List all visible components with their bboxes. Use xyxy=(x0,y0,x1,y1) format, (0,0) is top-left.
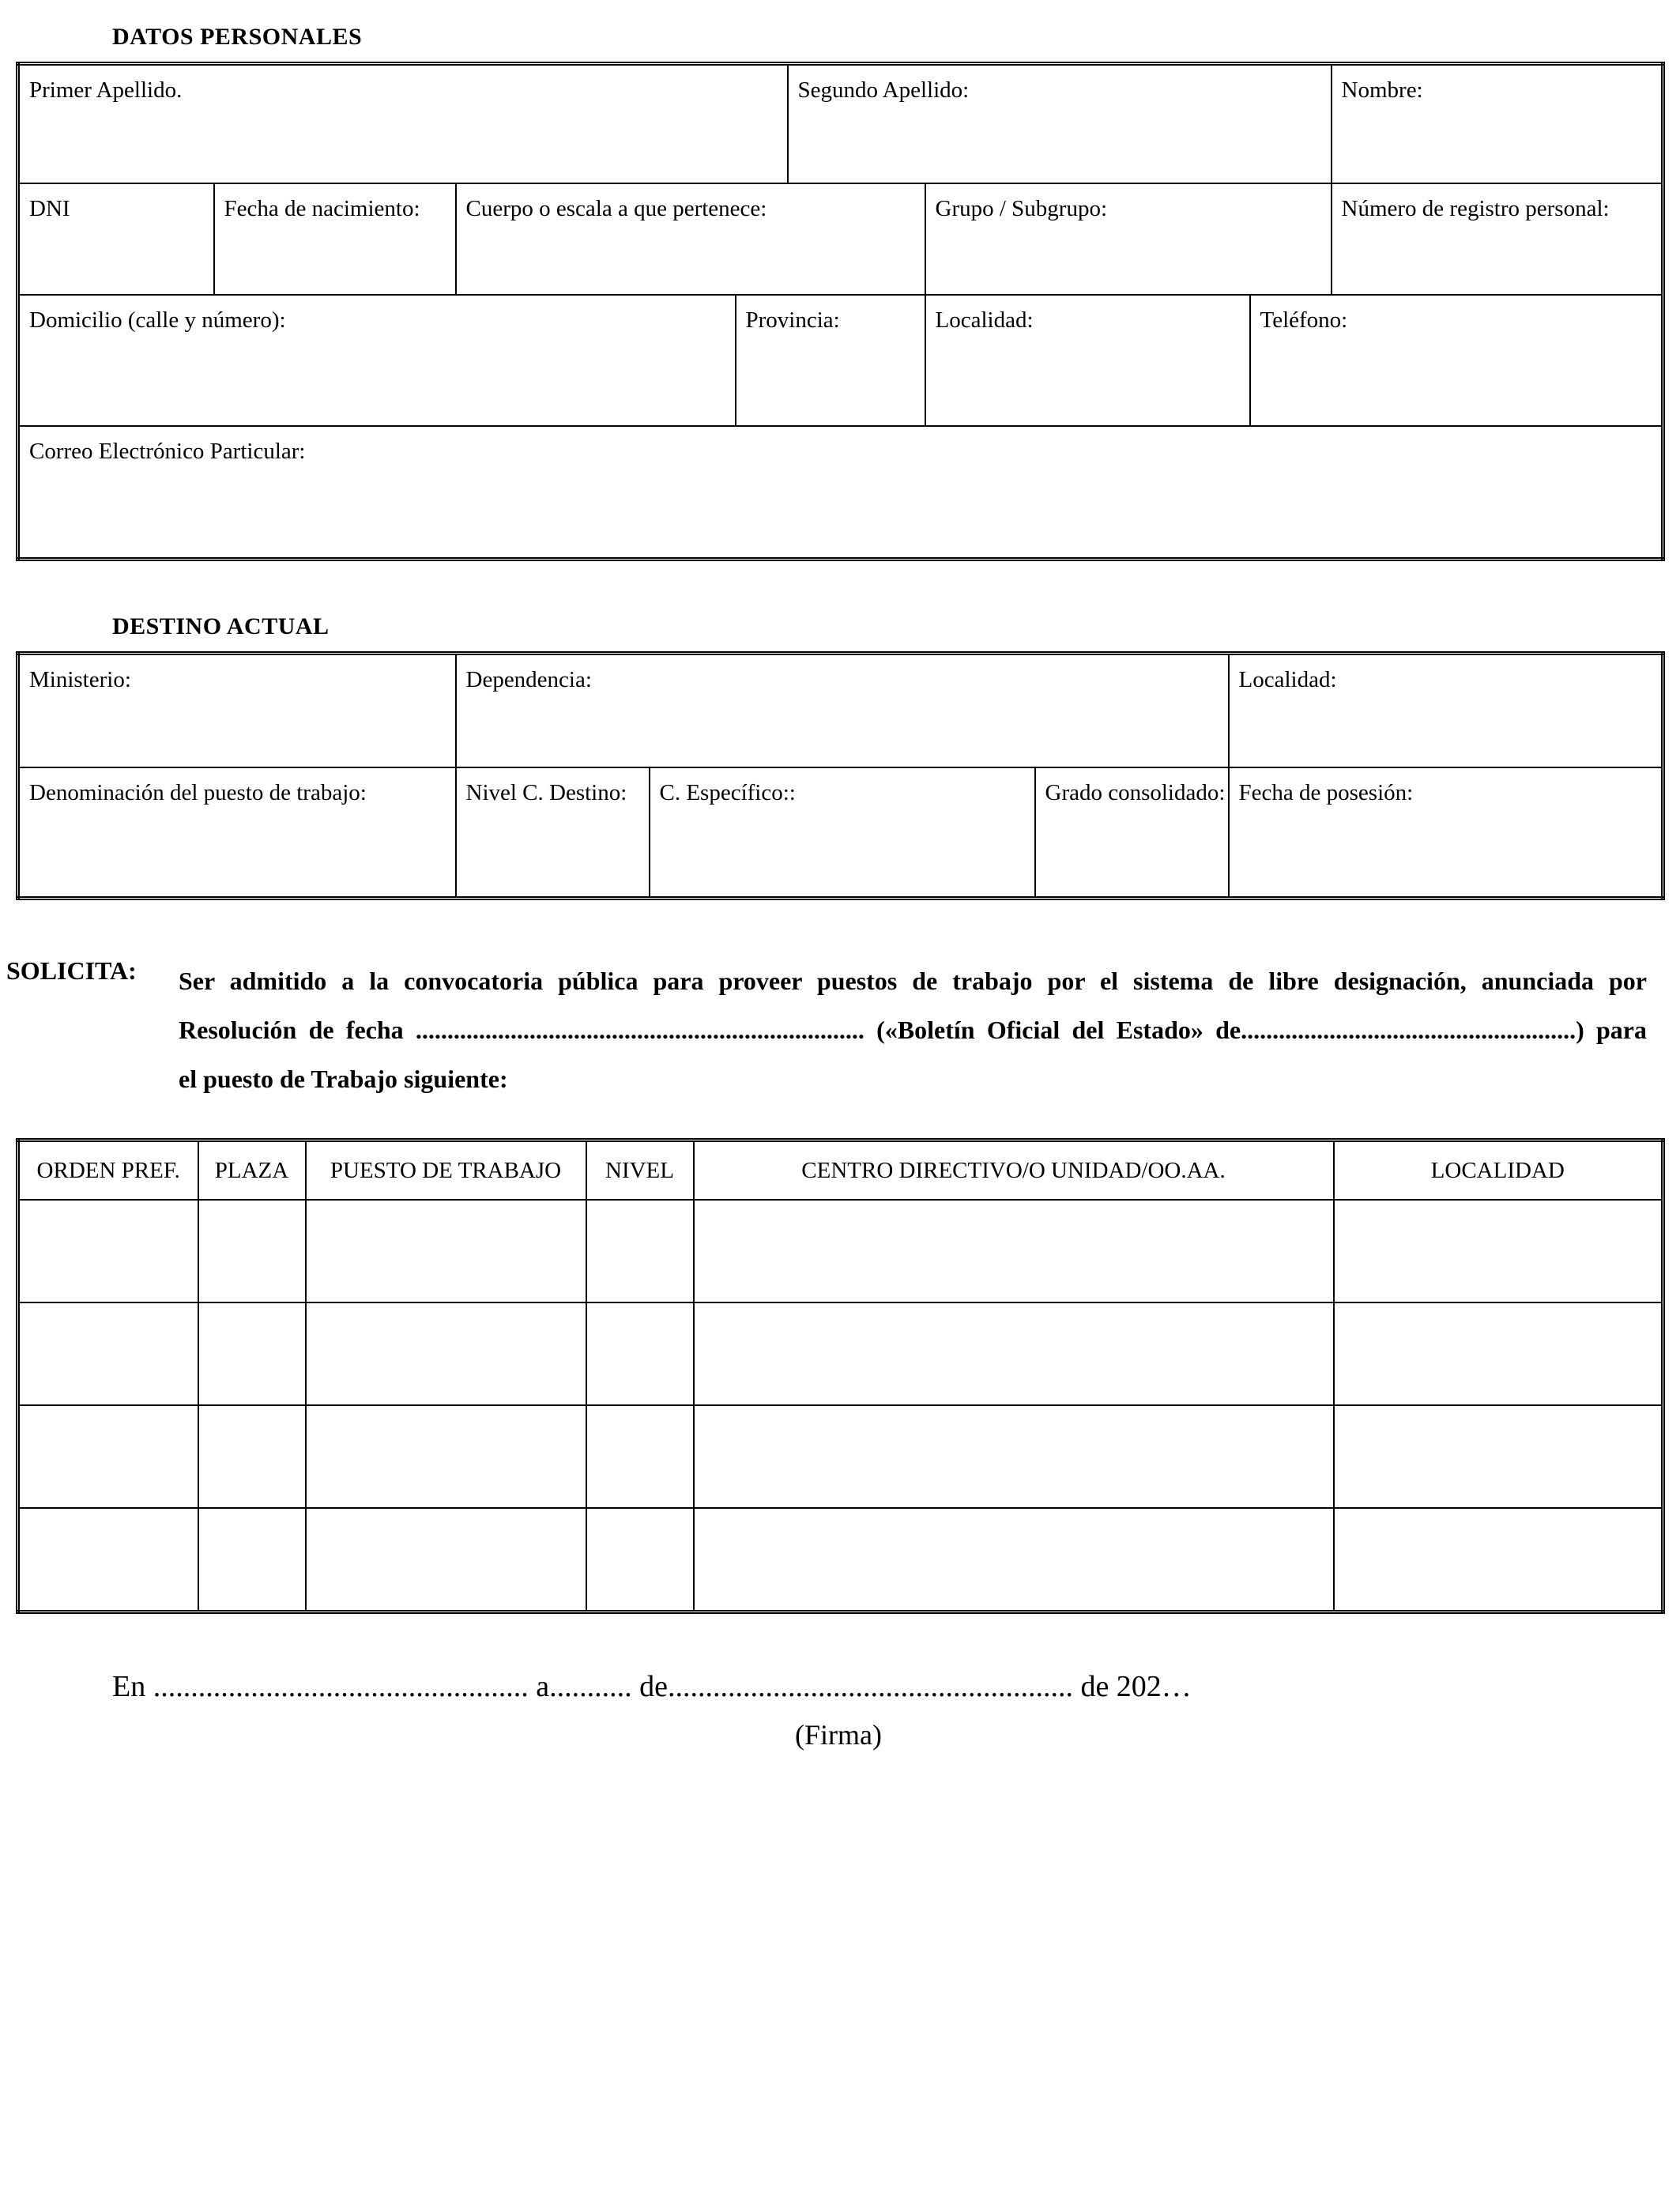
lugar-fecha-line: En .................................................. a........... de...................................................... de 202… xyxy=(112,1670,1192,1703)
field-telefono[interactable]: Teléfono: xyxy=(1250,295,1663,426)
cell-centro-directivo[interactable] xyxy=(694,1200,1334,1302)
cell-plaza[interactable] xyxy=(198,1405,306,1508)
col-header-centro-directivo: CENTRO DIRECTIVO/O UNIDAD/OO.AA. xyxy=(694,1140,1334,1201)
col-header-orden-pref: ORDEN PREF. xyxy=(18,1140,198,1201)
field-localidad-destino[interactable]: Localidad: xyxy=(1229,654,1663,767)
cell-orden-pref[interactable] xyxy=(18,1508,198,1612)
field-denominacion-puesto[interactable]: Denominación del puesto de trabajo: xyxy=(18,767,456,899)
puestos-table xyxy=(16,1138,1665,1614)
table-row xyxy=(18,1302,1663,1405)
firma-label: (Firma) xyxy=(795,1719,882,1751)
cell-puesto-trabajo[interactable] xyxy=(306,1405,586,1508)
cell-plaza[interactable] xyxy=(198,1508,306,1612)
table-row xyxy=(18,1508,1663,1612)
col-header-localidad: LOCALIDAD xyxy=(1334,1140,1663,1201)
field-nivel-c-destino[interactable]: Nivel C. Destino: xyxy=(456,767,650,899)
cell-puesto-trabajo[interactable] xyxy=(306,1302,586,1405)
solicita-text xyxy=(179,956,1647,1103)
field-dependencia[interactable]: Dependencia: xyxy=(456,654,1229,767)
field-cuerpo-escala[interactable]: Cuerpo o escala a que pertenece: xyxy=(456,183,925,295)
cell-nivel[interactable] xyxy=(586,1508,694,1612)
cell-localidad[interactable] xyxy=(1334,1302,1663,1405)
cell-centro-directivo[interactable] xyxy=(694,1405,1334,1508)
cell-orden-pref[interactable] xyxy=(18,1302,198,1405)
col-header-plaza: PLAZA xyxy=(198,1140,306,1201)
solicita-line-1: Ser admitido a la convocatoria pública para proveer puestos de trabajo por el sistema de libre designación, anunciada por xyxy=(179,967,1647,995)
table-row xyxy=(18,1405,1663,1508)
solicita-label: SOLICITA: xyxy=(6,956,137,985)
field-segundo-apellido[interactable]: Segundo Apellido: xyxy=(788,64,1332,183)
field-c-especifico[interactable]: C. Específico:: xyxy=(650,767,1035,899)
field-ministerio[interactable]: Ministerio: xyxy=(18,654,456,767)
field-domicilio[interactable]: Domicilio (calle y número): xyxy=(18,295,736,426)
cell-nivel[interactable] xyxy=(586,1405,694,1508)
cell-plaza[interactable] xyxy=(198,1302,306,1405)
cell-orden-pref[interactable] xyxy=(18,1405,198,1508)
field-fecha-posesion[interactable]: Fecha de posesión: xyxy=(1229,767,1663,899)
cell-centro-directivo[interactable] xyxy=(694,1508,1334,1612)
field-grado-consolidado[interactable]: Grado consolidado: xyxy=(1035,767,1229,899)
field-fecha-nacimiento[interactable]: Fecha de nacimiento: xyxy=(214,183,456,295)
cell-puesto-trabajo[interactable] xyxy=(306,1200,586,1302)
col-header-puesto-trabajo: PUESTO DE TRABAJO xyxy=(306,1140,586,1201)
solicita-line-2: Resolución de fecha ....................................................................... («Boletín Oficial del Estado» de.....................................................) para xyxy=(179,1016,1647,1044)
cell-plaza[interactable] xyxy=(198,1200,306,1302)
field-primer-apellido[interactable]: Primer Apellido. xyxy=(18,64,788,183)
cell-puesto-trabajo[interactable] xyxy=(306,1508,586,1612)
field-localidad[interactable]: Localidad: xyxy=(925,295,1250,426)
table-row xyxy=(18,1200,1663,1302)
cell-localidad[interactable] xyxy=(1334,1508,1663,1612)
cell-centro-directivo[interactable] xyxy=(694,1302,1334,1405)
field-correo-electronico[interactable]: Correo Electrónico Particular: xyxy=(18,426,1663,560)
col-header-nivel: NIVEL xyxy=(586,1140,694,1201)
field-nombre[interactable]: Nombre: xyxy=(1332,64,1663,183)
cell-localidad[interactable] xyxy=(1334,1405,1663,1508)
section-title-datos-personales: DATOS PERSONALES xyxy=(112,24,363,50)
destino-actual-table xyxy=(16,651,1665,900)
field-numero-registro-personal[interactable]: Número de registro personal: xyxy=(1332,183,1663,295)
section-title-destino-actual: DESTINO ACTUAL xyxy=(112,613,330,639)
solicita-line-3: el puesto de Trabajo siguiente: xyxy=(179,1065,508,1093)
field-grupo-subgrupo[interactable]: Grupo / Subgrupo: xyxy=(925,183,1332,295)
datos-personales-table xyxy=(16,62,1665,561)
cell-orden-pref[interactable] xyxy=(18,1200,198,1302)
field-provincia[interactable]: Provincia: xyxy=(736,295,925,426)
cell-nivel[interactable] xyxy=(586,1302,694,1405)
cell-nivel[interactable] xyxy=(586,1200,694,1302)
cell-localidad[interactable] xyxy=(1334,1200,1663,1302)
field-dni[interactable]: DNI xyxy=(18,183,214,295)
